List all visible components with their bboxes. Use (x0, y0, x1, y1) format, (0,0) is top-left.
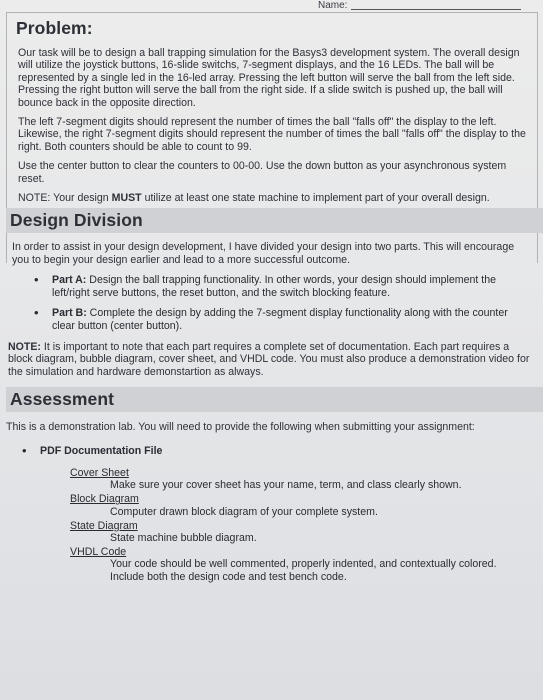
doc-item-title: State Diagram (70, 519, 138, 532)
doc-item-title: VHDL Code (70, 546, 127, 559)
list-item-part-b (12, 307, 532, 332)
doc-item-desc: Computer drawn block diagram of your complete system. (110, 505, 378, 518)
design-division-bar (6, 208, 543, 233)
name-underline (351, 9, 521, 10)
assessment-intro: This is a demonstration lab. You will need to provide the following when submitting your assignment: (6, 421, 475, 434)
doc-item-desc: State machine bubble diagram. (110, 531, 257, 544)
problem-note-prefix: NOTE: Your design (18, 192, 112, 205)
problem-heading: Problem: (16, 18, 93, 38)
list-item-part-a (12, 274, 532, 299)
doc-item-block-diagram (12, 493, 534, 517)
problem-note-emphasis: MUST (111, 192, 142, 205)
parts-list (12, 274, 532, 332)
assessment-heading: Assessment (10, 389, 115, 410)
problem-note (18, 192, 524, 204)
problem-note-rest: utilize at least one state machine to implement part of your overall design. (141, 192, 490, 205)
part-b-text: Complete the design by adding the 7-segment display functionality along with the counter clear button (center button). (52, 307, 508, 332)
part-a-label: Part A: (52, 274, 87, 287)
documentation-items (12, 467, 534, 583)
part-a-text: Design the ball trapping functionality. In other words, your design should implement the left/right serve buttons, the reset button, and the switch blocking feature. (52, 274, 497, 299)
name-field (318, 0, 521, 11)
design-note-text: It is important to note that each part requires a complete set of documentation. Each part requires a block diagram, bubble diagram, cover sheet, and VHDL code. You must also produce a demonstration video for the simulation and hardware demonstartion as always. (8, 340, 530, 378)
list-item-pdf (0, 445, 534, 457)
doc-item-title: Block Diagram (70, 493, 139, 506)
doc-item-desc: Your code should be well commented, properly indented, and contextually colored. Include both the design code and test bench code. (110, 558, 497, 583)
problem-paragraph-2: The left 7-segment digits should represent the number of times the ball "falls off" the display to the left. Likewise, the right 7-segment digits should represent the number of times the ball "falls off" the display to the right. Both counters should be able to count to 99. (18, 116, 526, 153)
document-content (6, 14, 534, 583)
problem-paragraph-1: Our task will be to design a ball trapping simulation for the Basys3 development system. The overall design will utilize the joystick buttons, 16-slide switchs, 7-segment displays, and the 16 LEDs. The ball will be represented by a single led in the 16-led array. Pressing the left button will serve the ball from the left side. Pressing the right button will serve the ball from the right side. If a slide switch is pushed up, the ball will bounce back in the opposite direction. (18, 47, 520, 109)
doc-item-vhdl-code (12, 546, 534, 583)
doc-item-cover-sheet (12, 467, 534, 491)
design-division-note (8, 341, 534, 378)
design-division-intro: In order to assist in your design development, I have divided your design into two parts. This will encourage you to begin your design earlier and lead to a more successful outcome. (12, 241, 515, 266)
doc-item-state-diagram (12, 520, 534, 544)
assessment-bar (6, 387, 543, 412)
pdf-label: PDF Documentation File (40, 444, 163, 457)
name-label: Name: (318, 0, 348, 11)
problem-paragraph-3: Use the center button to clear the counters to 00-00. Use the down button as your asynchronous system reset. (18, 160, 507, 185)
design-division-heading: Design Division (10, 210, 143, 231)
doc-item-desc: Make sure your cover sheet has your name, term, and class clearly shown. (110, 479, 462, 492)
design-note-label: NOTE: (8, 340, 41, 353)
part-b-label: Part B: (52, 307, 87, 320)
doc-item-title: Cover Sheet (70, 466, 129, 479)
deliverables-list (0, 445, 534, 457)
